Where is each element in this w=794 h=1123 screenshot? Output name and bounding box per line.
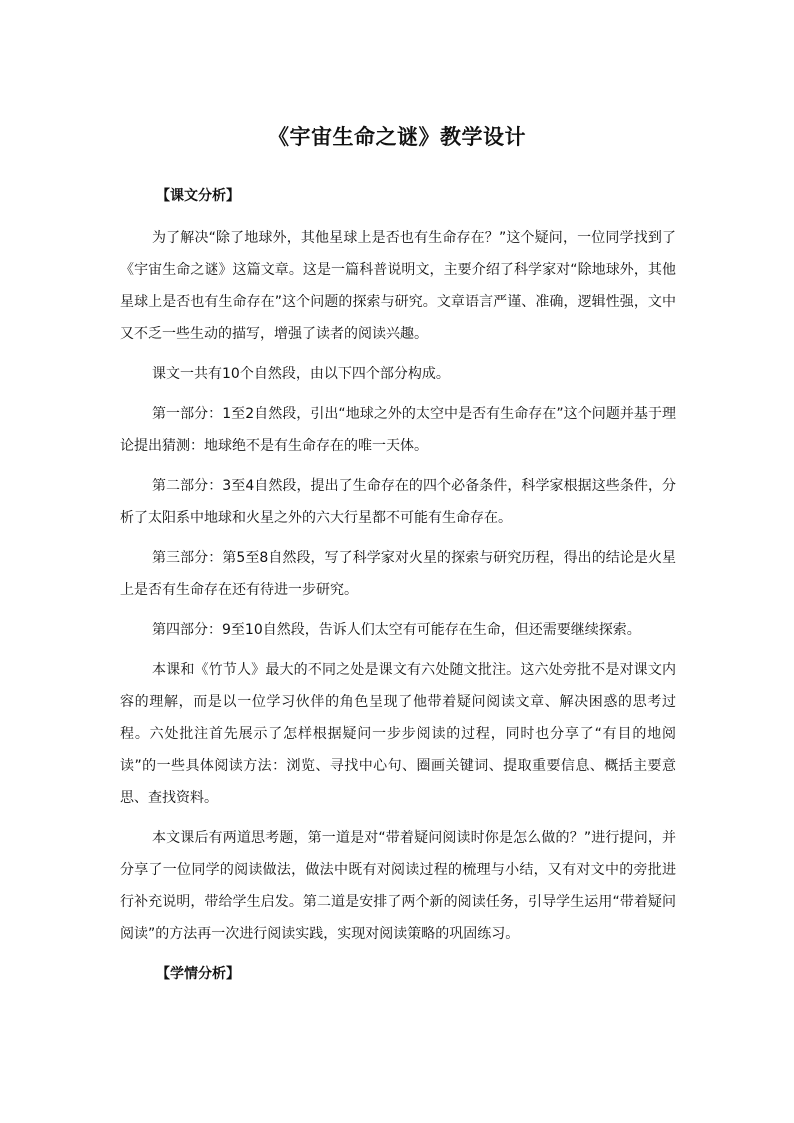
paragraph-5: 第三部分：第5至8自然段，写了科学家对火星的探索与研究历程，得出的结论是火星上是否有生命存在还有待进一步研究。: [120, 550, 676, 598]
section-heading-learner-analysis: 【学情分析】: [156, 966, 240, 982]
paragraph-7: 本课和《竹节人》最大的不同之处是课文有六处随文批注。这六处旁批不是对课文内容的理解，而是以一位学习伙伴的角色呈现了他带着疑问阅读文章、解决困惑的思考过程。六处批注首先展示了怎样根据疑问一步步阅读的过程，同时也分享了“有目的地阅读”的一些具体阅读方法：浏览、寻找中心句、圈画关键词、提取重要信息、概括主要意思、查找资料。: [120, 662, 676, 806]
paragraph-1: 为了解决“除了地球外，其他星球上是否也有生命存在？”这个疑问，一位同学找到了《宇宙生命之谜》这篇文章。这是一篇科普说明文，主要介绍了科学家对“除地球外，其他星球上是否也有生命存在”这个问题的探索与研究。文章语言严谨、准确，逻辑性强，文中又不乏一些生动的描写，增强了读者的阅读兴趣。: [120, 230, 676, 342]
document-title: 《宇宙生命之谜》教学设计: [268, 125, 526, 149]
paragraph-8: 本文课后有两道思考题，第一道是对“带着疑问阅读时你是怎么做的？”进行提问，并分享了一位同学的阅读做法，做法中既有对阅读过程的梳理与小结，又有对文中的旁批进行补充说明，带给学生启发。第二道是安排了两个新的阅读任务，引导学生运用“带着疑问阅读”的方法再一次进行阅读实践，实现对阅读策略的巩固练习。: [120, 830, 676, 942]
document-content: [120, 180, 676, 1000]
section-heading-text-analysis: 【课文分析】: [156, 188, 240, 204]
paragraph-4: 第二部分：3至4自然段，提出了生命存在的四个必备条件，科学家根据这些条件，分析了太阳系中地球和火星之外的六大行星都不可能有生命存在。: [120, 478, 676, 526]
paragraph-3: 第一部分：1至2自然段，引出“地球之外的太空中是否有生命存在”这个问题并基于理论提出猜测：地球绝不是有生命存在的唯一天体。: [120, 406, 676, 454]
paragraph-6: 第四部分：9至10自然段，告诉人们太空有可能存在生命，但还需要继续探索。: [152, 622, 641, 638]
paragraph-2: 课文一共有10个自然段，由以下四个部分构成。: [152, 366, 450, 382]
